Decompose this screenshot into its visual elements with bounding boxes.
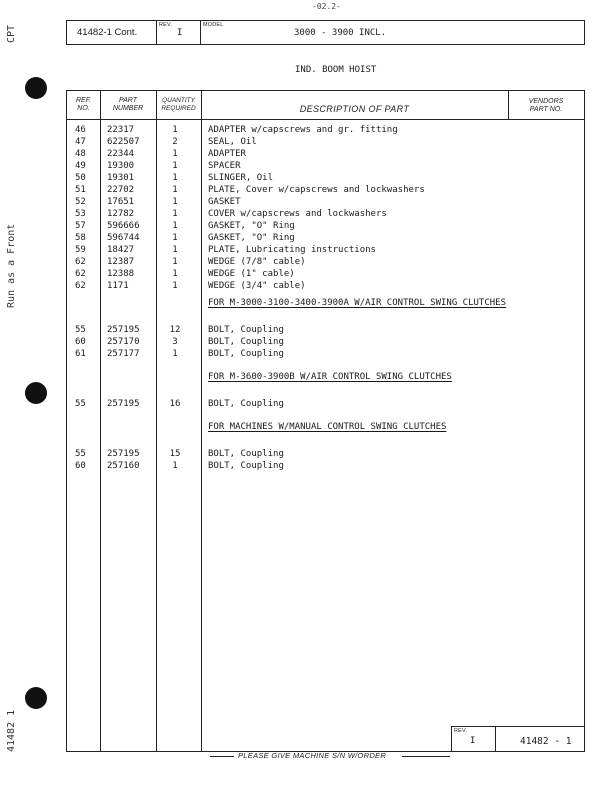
- quantity: 1: [172, 233, 178, 243]
- ref-number: 59: [75, 245, 86, 255]
- col-header-part-line2: NUMBER: [112, 105, 144, 112]
- quantity: 1: [172, 149, 178, 159]
- rev-cell: [157, 21, 201, 44]
- description: GASKET, "O" Ring: [208, 221, 295, 231]
- table-row: [67, 244, 584, 256]
- table-row: [67, 148, 584, 160]
- ref-number: 61: [75, 349, 86, 359]
- part-number: 22317: [107, 125, 135, 135]
- footer-rev-label: REV.: [454, 728, 468, 734]
- part-number: 1171: [107, 281, 129, 291]
- quantity: 1: [172, 281, 178, 291]
- col-header-part: [100, 97, 156, 113]
- footer-note: PLEASE GIVE MACHINE S/N W/ORDER: [238, 751, 387, 760]
- part-number: 257195: [107, 325, 140, 335]
- footer-box: [451, 726, 585, 752]
- part-number: 257195: [107, 449, 140, 459]
- part-number: 22702: [107, 185, 135, 195]
- group-heading: FOR MACHINES W/MANUAL CONTROL SWING CLUTCHES: [208, 422, 447, 432]
- table-row: [67, 196, 584, 208]
- part-number: 19300: [107, 161, 135, 171]
- quantity: 2: [172, 137, 178, 147]
- part-number: 22344: [107, 149, 135, 159]
- group-heading: FOR M-3000-3100-3400-3900A W/AIR CONTROL SWING CLUTCHES: [208, 298, 507, 308]
- description: COVER w/capscrews and lockwashers: [208, 209, 387, 219]
- ref-number: 60: [75, 337, 86, 347]
- ref-number: 53: [75, 209, 86, 219]
- part-number: 17651: [107, 197, 135, 207]
- quantity: 1: [172, 257, 178, 267]
- description: SPACER: [208, 161, 241, 171]
- quantity: 1: [172, 269, 178, 279]
- description: ADAPTER w/capscrews and gr. fitting: [208, 125, 398, 135]
- ref-number: 46: [75, 125, 86, 135]
- table-row: [67, 448, 584, 460]
- page-number: 41482 - 1: [520, 736, 572, 747]
- quantity: 1: [172, 461, 178, 471]
- col-header-ref-line1: REF.: [75, 97, 92, 104]
- description: WEDGE (7/8" cable): [208, 257, 306, 267]
- table-row: [67, 124, 584, 136]
- table-row: [67, 208, 584, 220]
- part-number: 257177: [107, 349, 140, 359]
- rev-label: REV.: [159, 22, 173, 28]
- table-row: [67, 232, 584, 244]
- table-row: [67, 268, 584, 280]
- col-header-ref: [67, 97, 100, 113]
- description: BOLT, Coupling: [208, 461, 284, 471]
- part-number: 12782: [107, 209, 135, 219]
- ref-number: 50: [75, 173, 86, 183]
- table-row: [67, 348, 584, 360]
- col-header-vendors: [508, 98, 584, 114]
- part-number: 596744: [107, 233, 140, 243]
- table-row: [67, 280, 584, 292]
- col-header-vendors-line1: VENDORS: [528, 98, 564, 105]
- part-number: 257160: [107, 461, 140, 471]
- binder-hole-bottom: [25, 687, 47, 709]
- description: SEAL, Oil: [208, 137, 257, 147]
- section-title: IND. BOOM HOIST: [295, 65, 377, 75]
- header-box: [66, 20, 585, 45]
- table-row: [67, 136, 584, 148]
- ref-number: 55: [75, 449, 86, 459]
- ref-number: 47: [75, 137, 86, 147]
- footer-note-rule-right: [402, 756, 450, 757]
- table-row: [67, 324, 584, 336]
- part-number: 18427: [107, 245, 135, 255]
- quantity: 12: [169, 325, 181, 335]
- quantity: 15: [169, 449, 181, 459]
- description: WEDGE (3/4" cable): [208, 281, 306, 291]
- quantity: 1: [172, 209, 178, 219]
- table-row: [67, 256, 584, 268]
- quantity: 1: [172, 161, 178, 171]
- col-header-qty-line2: REQUIRED: [161, 105, 196, 112]
- model-cell: [201, 21, 584, 44]
- footer-rev-cell: [452, 727, 496, 751]
- footer-note-rule-left: [210, 756, 234, 757]
- ref-number: 51: [75, 185, 86, 195]
- description: PLATE, Lubricating instructions: [208, 245, 376, 255]
- quantity: 1: [172, 245, 178, 255]
- ref-number: 49: [75, 161, 86, 171]
- quantity: 1: [172, 349, 178, 359]
- model-label: MODEL: [203, 22, 224, 28]
- binder-hole-middle: [25, 382, 47, 404]
- description: BOLT, Coupling: [208, 449, 284, 459]
- binder-hole-top: [25, 77, 47, 99]
- quantity: 1: [172, 173, 178, 183]
- side-label-bottom: 41482 1: [6, 709, 17, 752]
- side-label-middle: Run as a Front: [6, 223, 17, 308]
- ref-number: 57: [75, 221, 86, 231]
- part-number: 19301: [107, 173, 135, 183]
- doc-number: 41482-1 Cont.: [77, 27, 138, 38]
- col-header-part-line1: PART: [118, 97, 138, 104]
- description: SLINGER, Oil: [208, 173, 274, 183]
- description: BOLT, Coupling: [208, 349, 284, 359]
- footer-rev-value: I: [470, 736, 476, 746]
- ref-number: 55: [75, 325, 86, 335]
- table-row: [67, 336, 584, 348]
- ref-number: 62: [75, 269, 86, 279]
- doc-number-cell: [67, 21, 157, 44]
- part-number: 596666: [107, 221, 140, 231]
- description: WEDGE (1" cable): [208, 269, 295, 279]
- col-header-qty: [156, 97, 201, 113]
- model-value: 3000 - 3900 INCL.: [294, 28, 387, 38]
- description: BOLT, Coupling: [208, 399, 284, 409]
- table-row: [67, 184, 584, 196]
- quantity: 1: [172, 221, 178, 231]
- col-header-ref-line2: NO.: [77, 105, 90, 112]
- top-mark: -02.2-: [312, 2, 341, 11]
- parts-table: [66, 90, 585, 752]
- table-row: [67, 172, 584, 184]
- ref-number: 55: [75, 399, 86, 409]
- quantity: 1: [172, 197, 178, 207]
- ref-number: 62: [75, 257, 86, 267]
- ref-number: 62: [75, 281, 86, 291]
- col-header-qty-line1: QUANTITY: [162, 97, 195, 104]
- part-number: 12388: [107, 269, 135, 279]
- description: GASKET, "O" Ring: [208, 233, 295, 243]
- group-heading: FOR M-3600-3900B W/AIR CONTROL SWING CLUTCHES: [208, 372, 452, 382]
- description: PLATE, Cover w/capscrews and lockwashers: [208, 185, 425, 195]
- ref-number: 60: [75, 461, 86, 471]
- ref-number: 48: [75, 149, 86, 159]
- ref-number: 58: [75, 233, 86, 243]
- part-number: 257170: [107, 337, 140, 347]
- description: BOLT, Coupling: [208, 325, 284, 335]
- quantity: 1: [172, 125, 178, 135]
- part-number: 12387: [107, 257, 135, 267]
- quantity: 1: [172, 185, 178, 195]
- quantity: 16: [169, 399, 181, 409]
- col-header-vendors-line2: PART NO.: [529, 106, 563, 113]
- table-row: [67, 160, 584, 172]
- part-number: 257195: [107, 399, 140, 409]
- col-header-description: DESCRIPTION OF PART: [299, 104, 410, 114]
- rev-value: I: [177, 28, 183, 38]
- table-row: [67, 398, 584, 410]
- part-number: 622507: [107, 137, 140, 147]
- quantity: 3: [172, 337, 178, 347]
- side-label-top: CPT: [6, 24, 17, 43]
- description: BOLT, Coupling: [208, 337, 284, 347]
- table-row: [67, 460, 584, 472]
- table-row: [67, 220, 584, 232]
- description: GASKET: [208, 197, 241, 207]
- description: ADAPTER: [208, 149, 246, 159]
- ref-number: 52: [75, 197, 86, 207]
